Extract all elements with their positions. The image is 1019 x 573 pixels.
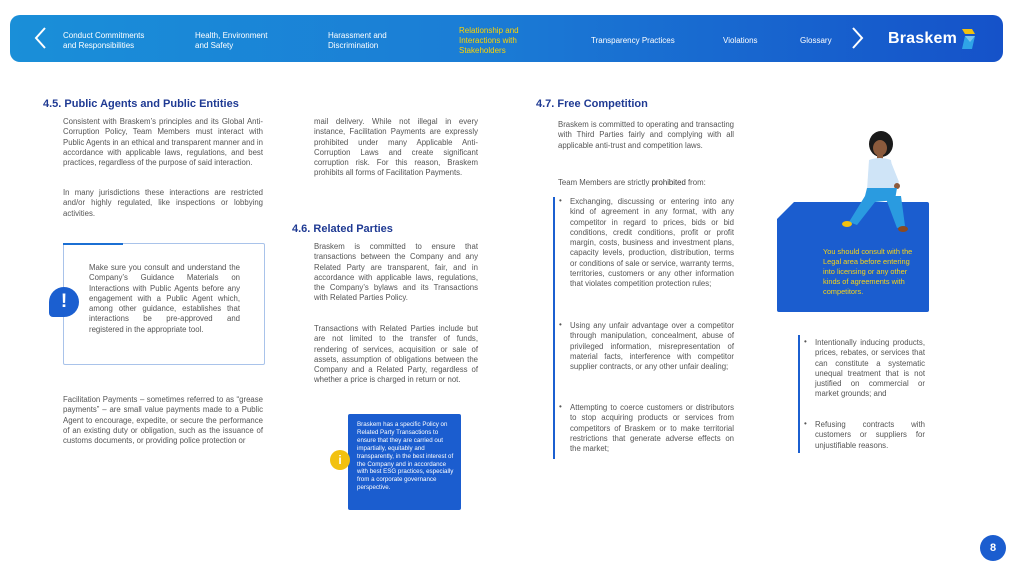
facilitation-payments-continued: mail delivery. While not illegal in every instance, Facilitation Payments are expressly prohibited under many Applicable Anti-Corruption Laws and create significant corruption risk. For this reason, Braskem prohibits all forms of Facilitation Payments. xyxy=(314,117,478,178)
section-4-6-paragraph-1: Braskem is committed to ensure that transactions between the Company and any Related Party are transparent, fair, and in accordance with applicable laws, regulations, the Company’s bylaws and its Transactions with Related Parties Policy. xyxy=(314,242,478,303)
prohibition-bullet-5: Refusing contracts with customers or suppliers for unjustifiable reasons. xyxy=(815,420,925,450)
bullet-marker: • xyxy=(559,196,562,205)
bullet-marker: • xyxy=(804,419,807,428)
guidance-callout-text: Make sure you consult and understand the Company’s Guidance Materials on Interactions with Public Agents before any engagement with a Public Agent which, among other guidance, establishes that interactions be pre-approved and registered in the appropriate tool. xyxy=(89,263,240,334)
nav-item-glossary[interactable]: Glossary xyxy=(800,36,832,45)
related-party-policy-info-box xyxy=(348,414,461,510)
section-4-5-paragraph-1: Consistent with Braskem’s principles and its Global Anti-Corruption Policy, Team Members must interact with Public Agents in an ethical and transparent manner and in accordance with applicable laws, regulations, and best practices, regardless of the purpose of said interaction. xyxy=(63,117,263,168)
prohibition-bullet-1: Exchanging, discussing or entering into any kind of agreement in any format, with any competitor in regard to prices, bids or bid conditions, credit conditions, profit or profit margin, costs, business and investment plans, capacity levels, production, distribution, terms or conditions of sale or service, warranty terms, territories, customers or any other information that violates competition protection rules; xyxy=(570,197,734,289)
nav-item-transparency-practices[interactable]: Transparency Practices xyxy=(591,36,675,45)
previous-page-button[interactable] xyxy=(32,25,50,51)
nav-item-harassment-discrimination[interactable]: Harassment and Discrimination xyxy=(328,31,387,50)
section-4-6-heading xyxy=(292,223,393,235)
next-page-button[interactable] xyxy=(848,25,866,51)
section-number: 4.7. xyxy=(536,98,555,110)
section-number: 4.5. xyxy=(43,98,62,110)
legal-consult-text: You should consult with the Legal area before entering into licensing or any other kinds of agreements with competitors. xyxy=(823,247,913,296)
bullet-marker: • xyxy=(559,402,562,411)
section-4-7-heading xyxy=(536,98,648,110)
page-number: 8 xyxy=(980,535,1006,561)
alert-icon: ! xyxy=(49,287,79,317)
braskem-logo[interactable]: Braskem xyxy=(888,28,976,50)
prohibition-bullet-2: Using any unfair advantage over a competitor through manipulation, concealment, abuse of privileged information, misrepresentation of material facts, interference with competitor supplier contracts, or any other unfair dealing; xyxy=(570,321,734,372)
section-title: Public Agents and Public Entities xyxy=(64,98,239,110)
info-icon: i xyxy=(330,450,350,470)
section-4-5-heading xyxy=(43,98,239,110)
section-title: Related Parties xyxy=(313,223,393,235)
chevron-left-icon xyxy=(32,25,50,51)
facilitation-payments-paragraph: Facilitation Payments – sometimes referred to as “grease payments” – are small value payments made to a Public Agent to encourage, expedite, or secure the performance of an existing duty or obligation, such as the issuance of customs documents, or providing police protection or xyxy=(63,395,263,446)
nav-item-conduct-commitments[interactable]: Conduct Commitments and Responsibilities xyxy=(63,31,145,50)
nav-item-violations[interactable]: Violations xyxy=(723,36,758,45)
section-4-7-paragraph-1: Braskem is committed to operating and transacting with Third Parties fairly and complying with all applicable anti-trust and competition laws. xyxy=(558,120,734,150)
seated-woman-illustration xyxy=(835,130,915,240)
section-4-7-paragraph-2: Team Members are strictly prohibited from: xyxy=(558,178,706,187)
prohibition-bullet-3: Attempting to coerce customers or distributors to stop acquiring products or services from competitors of Braskem or to make territorial restrictions that generate adverse effects on the market; xyxy=(570,403,734,454)
prohibited-emphasis: prohibited xyxy=(651,178,686,187)
nav-item-relationship-stakeholders[interactable]: Relationship and Interactions with Stakeholders xyxy=(459,26,519,55)
info-box-text: Braskem has a specific Policy on Related Party Transactions to ensure that they are carried out impartially, equitably and transparently, in the best interest of the Company and in accordance with best ESG practices, especially from a corporate governance perspective. xyxy=(357,421,454,492)
bullets-divider-line xyxy=(553,197,555,459)
bullet-marker: • xyxy=(559,320,562,329)
section-number: 4.6. xyxy=(292,223,311,235)
section-4-6-paragraph-2: Transactions with Related Parties include but are not limited to the transfer of funds, rendering of services, acquisition or sale of assets, assumption of obligations between the Company and a Related Party, regardless of whether a price is charged in return or not. xyxy=(314,324,478,385)
nav-item-health-environment-safety[interactable]: Health, Environment and Safety xyxy=(195,31,268,50)
top-navigation-bar xyxy=(10,15,1003,62)
section-4-5-paragraph-2: In many jurisdictions these interactions are restricted and/or highly regulated, like inspections or lobbying activities. xyxy=(63,188,263,218)
braskem-mark-icon xyxy=(960,28,976,50)
prohibition-bullet-4: Intentionally inducing products, prices, rebates, or services that can constitute a systematic unequal treatment that is not justified on commercial or market grounds; and xyxy=(815,338,925,399)
bullets-divider-line-2 xyxy=(798,335,800,453)
chevron-right-icon xyxy=(848,25,866,51)
section-title: Free Competition xyxy=(557,98,648,110)
bullet-marker: • xyxy=(804,337,807,346)
